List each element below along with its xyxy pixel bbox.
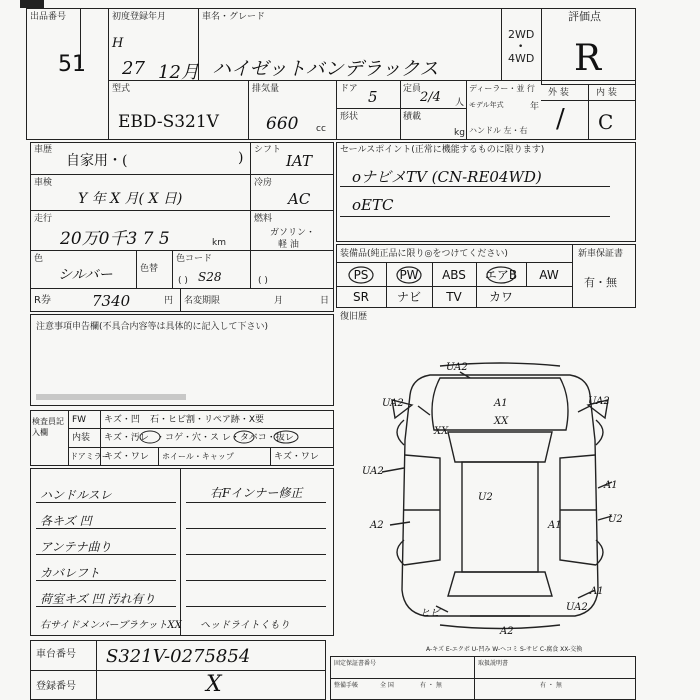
- shift-value: IAT: [286, 152, 312, 170]
- capacity: 2/4: [420, 90, 441, 105]
- note-right-1: 右Fインナー修正: [210, 486, 303, 500]
- note-left-5: 荷室キズ 凹 汚れ有り: [40, 592, 156, 606]
- recycle-label: R券: [34, 295, 51, 306]
- caution-label: 注意事項申告欄(不具合内容等は具体的に記入して下さい): [36, 322, 269, 332]
- inspection-label: 車検: [34, 178, 53, 188]
- sales-line1: oナビメTV (CN-RE04WD): [352, 168, 542, 186]
- insp-mirror-val: キズ・ワレ: [104, 452, 149, 462]
- color-value: シルバー: [58, 267, 113, 283]
- doors: 5: [368, 88, 378, 106]
- person-unit: 人: [455, 98, 465, 108]
- dealer-label: ディーラー・並 行: [469, 84, 535, 93]
- reg-year: 27: [122, 58, 145, 79]
- model-code: EBD-S321V: [118, 112, 219, 132]
- color-change-label: 色替: [140, 264, 159, 274]
- kg-unit: kg: [454, 128, 465, 138]
- model-year-label: モデル年式: [469, 101, 504, 109]
- warranty-value: 有・無: [584, 276, 617, 289]
- drive-2wd: 2WD: [508, 28, 535, 41]
- year-unit: 年: [530, 102, 540, 112]
- recovery-label: 復旧歴: [340, 312, 368, 322]
- insp-fw: FW: [72, 415, 87, 425]
- insp-fw-scratch: キズ・凹: [104, 415, 140, 425]
- doors-label: ドア: [340, 84, 358, 94]
- damage-mark: UA2: [566, 602, 588, 613]
- damage-legend: A-キズ E-エクボ U-凹み W-ヘコミ S-サビ C-腐食 XX-交換: [426, 646, 583, 653]
- corner-tab: [20, 0, 44, 8]
- day-unit: 日: [320, 296, 330, 306]
- ac-value: AC: [288, 190, 311, 208]
- damage-mark: XX: [494, 416, 509, 427]
- equip-navi: ナビ: [396, 290, 421, 304]
- drive-4wd: 4WD: [508, 52, 535, 65]
- km-unit: km: [212, 238, 226, 248]
- interior-label: 内 装: [596, 88, 617, 98]
- insp-fw-rest: 石・ヒビ割・リペア跡・X要: [150, 415, 264, 425]
- damage-mark: ヒビ: [420, 608, 440, 619]
- damage-mark: UA2: [446, 362, 468, 373]
- name-change-label: 名変期限: [184, 296, 221, 306]
- damage-mark: A1: [604, 480, 618, 491]
- equipment-label: 装備品(純正品に限り◎をつけてください): [340, 249, 508, 259]
- equip-aw: AW: [539, 268, 559, 282]
- reg-value: X: [206, 672, 222, 697]
- bottom-label-5: 取扱説明書: [478, 660, 509, 667]
- mileage-label: 走行: [34, 214, 53, 224]
- damage-mark: A2: [370, 520, 384, 531]
- damage-mark: A1: [494, 398, 508, 409]
- cc-unit: cc: [316, 124, 326, 134]
- lot-label: 出品番号: [30, 12, 67, 22]
- usage-label: 車歴: [34, 145, 53, 155]
- equip-airbag: エアB: [484, 268, 518, 282]
- fuel-options2: 軽 油: [278, 240, 299, 250]
- mileage-value: 20万0千3 7 5: [60, 229, 170, 249]
- capacity-label: 定員: [403, 84, 422, 94]
- color-label: 色: [34, 254, 44, 264]
- drive-dot: •: [518, 42, 524, 52]
- reg-month: 12月: [158, 62, 199, 83]
- insp-wheel: ホイール・キャップ: [162, 452, 234, 461]
- note-left-4: カバレフト: [40, 566, 101, 580]
- sales-line2: oETC: [352, 196, 394, 214]
- month-unit: 月: [274, 296, 284, 306]
- color-code: S28: [198, 270, 222, 284]
- insp-wheel-val: キズ・ワレ: [274, 452, 319, 462]
- note-left-2: 各キズ 凹: [40, 514, 92, 528]
- lot-number: 51: [58, 52, 86, 77]
- bottom-label-4: 有 ・ 無: [420, 682, 442, 689]
- fuel-paren: ( ): [258, 276, 268, 286]
- damage-mark: A2: [500, 626, 514, 637]
- equip-leather: カワ: [488, 290, 513, 304]
- fuel-label: 燃料: [254, 214, 273, 224]
- fuel-options: ガソリン・: [270, 228, 316, 238]
- score-value: R: [574, 38, 602, 79]
- usage-value: 自家用・(: [66, 153, 128, 169]
- bottom-label-2: 整備手帳: [334, 682, 359, 689]
- inspector-label: 検査員記入欄: [32, 417, 64, 437]
- insp-interior: 内装: [72, 433, 91, 443]
- warranty-label: 新車保証書: [578, 249, 624, 259]
- note-left-6: 右サイドメンバーブラケットXX: [40, 620, 182, 631]
- chassis-number: S321V-0275854: [106, 646, 251, 667]
- color-code-label: 色コード: [176, 254, 213, 264]
- yen-unit: 円: [164, 296, 174, 306]
- note-right-2: ヘッドライトくもり: [200, 620, 290, 631]
- damage-mark: UA2: [362, 466, 384, 477]
- exterior-label: 外 装: [548, 88, 569, 98]
- insp-mirror: ドアミラー: [70, 452, 110, 461]
- shape-label: 形状: [340, 112, 359, 122]
- displacement: 660: [266, 114, 299, 134]
- load-label: 積載: [403, 112, 422, 122]
- model-name: ハイゼットバン: [212, 58, 344, 80]
- equip-ps: PS: [353, 268, 369, 282]
- equip-sr: SR: [353, 290, 369, 304]
- sales-label: セールスポイント(正常に機能するものに限ります): [340, 145, 545, 155]
- interior-value: C: [598, 110, 614, 134]
- displacement-label: 排気量: [252, 84, 280, 94]
- damage-mark: U2: [608, 514, 623, 525]
- equip-tv: TV: [446, 290, 462, 304]
- bottom-label-3: 全 国: [380, 682, 394, 689]
- caution-redaction: [36, 394, 186, 400]
- first-reg-label: 初度登録年月: [112, 12, 167, 22]
- bottom-label-1: 固定保証書番号: [334, 660, 377, 667]
- grade: デラックス: [344, 58, 439, 80]
- damage-mark: UA2: [382, 398, 404, 409]
- model-grade-label: 車名・グレード: [202, 12, 266, 22]
- equip-abs: ABS: [442, 268, 466, 282]
- exterior-value: /: [556, 104, 565, 134]
- chassis-label: 車台番号: [36, 649, 76, 660]
- shift-label: シフト: [254, 145, 282, 155]
- bottom-label-6: 有 ・ 無: [540, 682, 562, 689]
- ac-label: 冷房: [254, 178, 273, 188]
- damage-mark: UA2: [588, 396, 610, 407]
- insp-int-rest: ・コゲ・穴・ス レ・タバコ・抜レ: [156, 433, 294, 443]
- inspection-value: Y 年 X 月( X 日): [78, 191, 183, 207]
- color-code-paren: ( ): [178, 276, 188, 286]
- note-left-1: ハンドルスレ: [40, 488, 112, 502]
- model-code-label: 型式: [112, 84, 131, 94]
- note-left-3: アンテナ曲り: [40, 540, 112, 554]
- insp-int-scratch: キズ・汚レ: [104, 433, 149, 443]
- era: H: [112, 36, 124, 51]
- usage-close: ): [238, 150, 244, 166]
- damage-mark: U2: [478, 492, 493, 503]
- handle-label: ハンドル 左・右: [469, 126, 528, 135]
- reg-label: 登録番号: [36, 681, 76, 692]
- damage-mark: A1: [548, 520, 562, 531]
- damage-mark: XX: [434, 426, 449, 437]
- sales-box: [336, 142, 636, 242]
- damage-mark: A1: [590, 586, 604, 597]
- score-label: 評価点: [568, 10, 601, 23]
- recycle-value: 7340: [92, 292, 131, 310]
- equip-pw: PW: [399, 268, 419, 282]
